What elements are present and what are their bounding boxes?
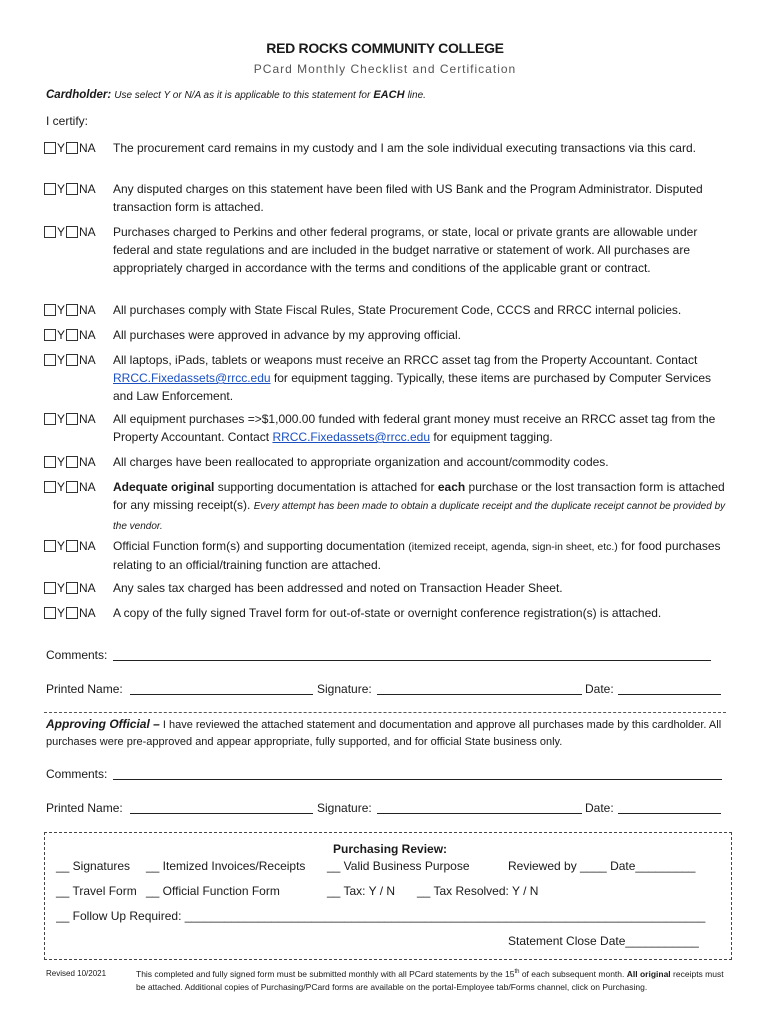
- yes-label: Y: [57, 141, 66, 155]
- na-label: NA: [79, 581, 96, 595]
- na-label: NA: [79, 412, 96, 426]
- instructions-text: Use select Y or N/A as it is applicable to this statement for: [114, 90, 371, 101]
- item-text: All purchases comply with State Fiscal Rules, State Procurement Code, CCCS and RRCC internal policies.: [113, 303, 682, 317]
- instructions-text-end: line.: [407, 90, 426, 101]
- checklist-item: [44, 453, 734, 471]
- approving-official-text: I have reviewed the attached statement and documentation and approve all purchases made by this cardholder. All purchases were pre-approved and appear appropriate, fully supported, and for official State business only.: [46, 719, 722, 748]
- approving-official-label: Approving Official –: [46, 717, 160, 731]
- na-label: NA: [79, 353, 96, 367]
- review-statement-close-date: Statement Close Date___________: [508, 934, 699, 948]
- yes-checkbox[interactable]: [44, 226, 56, 238]
- approver-date-label: Date:: [585, 801, 614, 815]
- na-checkbox[interactable]: [66, 413, 78, 425]
- comments-label: Comments:: [46, 648, 108, 662]
- checklist-item: [44, 301, 734, 319]
- yes-checkbox[interactable]: [44, 354, 56, 366]
- checklist-item: [44, 180, 734, 216]
- yes-checkbox[interactable]: [44, 183, 56, 195]
- cardholder-label: Cardholder:: [46, 89, 112, 101]
- review-signatures: __ Signatures: [56, 859, 131, 873]
- yes-checkbox[interactable]: [44, 582, 56, 594]
- yes-label: Y: [57, 328, 66, 342]
- item-text: Any sales tax charged has been addressed and noted on Transaction Header Sheet.: [113, 581, 563, 595]
- yes-label: Y: [57, 606, 66, 620]
- na-checkbox[interactable]: [66, 304, 78, 316]
- yes-label: Y: [57, 303, 66, 317]
- approver-comments-label: Comments:: [46, 767, 108, 781]
- review-itemized-invoices: __ Itemized Invoices/Receipts: [146, 859, 306, 873]
- checklist-item: [44, 579, 734, 597]
- review-official-function-form: __ Official Function Form: [146, 884, 280, 898]
- na-label: NA: [79, 303, 96, 317]
- item-text: All equipment purchases =>$1,000.00 funded with federal grant money must receive an RRCC asset tag from the Property Accountant. Contact RRCC.Fixedassets@rrcc.edu for equipment tagging.: [113, 412, 716, 444]
- item-text: The procurement card remains in my custody and I am the sole individual executing transactions via this card.: [113, 141, 696, 155]
- checklist-item: [44, 410, 734, 446]
- yes-label: Y: [57, 182, 66, 196]
- submission-note: This completed and fully signed form must be submitted monthly with all PCard statements by the 15th of each subsequent month. All original receipts must be attached. Additional copies of Purchasing/PCard forms are available on the portal-Employee tab/Forms channel, click on Purchasing.: [136, 968, 724, 992]
- na-label: NA: [79, 606, 96, 620]
- na-label: NA: [79, 182, 96, 196]
- yes-checkbox[interactable]: [44, 413, 56, 425]
- yes-label: Y: [57, 455, 66, 469]
- comments-field[interactable]: [113, 660, 711, 661]
- na-label: NA: [79, 225, 96, 239]
- na-checkbox[interactable]: [66, 456, 78, 468]
- yes-checkbox[interactable]: [44, 540, 56, 552]
- date-field[interactable]: [618, 694, 721, 695]
- purchasing-review-title: Purchasing Review:: [333, 842, 448, 856]
- item-text: All laptops, iPads, tablets or weapons must receive an RRCC asset tag from the Property Accountant. Contact RRCC.Fixedassets@rrcc.edu for equipment tagging. Typically, these items are purchased by Computer Services and Law Enforcement.: [113, 353, 712, 403]
- checklist-item: [44, 604, 734, 622]
- item-text: Adequate original supporting documentation is attached for each purchase or the lost transaction form is attached for any missing receipt(s). Every attempt has been made to obtain a duplicate receipt and the duplicate receipt cannot be provided by the vendor.: [113, 480, 726, 532]
- yes-checkbox[interactable]: [44, 142, 56, 154]
- revision-date: Revised 10/2021: [46, 969, 107, 978]
- review-reviewed-by: Reviewed by ____ Date_________: [508, 859, 696, 873]
- na-label: NA: [79, 539, 96, 553]
- yes-checkbox[interactable]: [44, 456, 56, 468]
- printed-name-label: Printed Name:: [46, 682, 123, 696]
- na-label: NA: [79, 455, 96, 469]
- approving-official-statement: [46, 716, 726, 751]
- review-follow-up-required: __ Follow Up Required: ______________________________________________________________________________: [56, 909, 706, 923]
- na-checkbox[interactable]: [66, 354, 78, 366]
- item-text: Official Function form(s) and supporting documentation (itemized receipt, agenda, sign-in sheet, etc.) for food purchases relating to an official/training function are attached.: [113, 539, 721, 572]
- na-label: NA: [79, 480, 96, 494]
- section-divider: [44, 712, 726, 713]
- yes-label: Y: [57, 225, 66, 239]
- na-label: NA: [79, 328, 96, 342]
- yes-label: Y: [57, 353, 66, 367]
- item-text: All purchases were approved in advance by my approving official.: [113, 328, 461, 342]
- page-subtitle: PCard Monthly Checklist and Certification: [253, 62, 517, 76]
- yes-checkbox[interactable]: [44, 329, 56, 341]
- na-checkbox[interactable]: [66, 226, 78, 238]
- item-text: All charges have been reallocated to appropriate organization and account/commodity codes.: [113, 455, 609, 469]
- yes-label: Y: [57, 480, 66, 494]
- review-tax: __ Tax: Y / N: [327, 884, 396, 898]
- checklist-item: [44, 223, 734, 277]
- approver-date-field[interactable]: [618, 813, 721, 814]
- certify-label: I certify:: [46, 114, 89, 128]
- cardholder-instructions: [46, 89, 426, 101]
- na-checkbox[interactable]: [66, 329, 78, 341]
- item-text: A copy of the fully signed Travel form for out-of-state or overnight conference registration(s) is attached.: [113, 606, 662, 620]
- item-text: Purchases charged to Perkins and other federal programs, or state, local or private grants are allowable under federal and state regulations and are included in the budget narrative or statement of work. All purchases are appropriately charged in accordance with the terms and conditions of the applicable grant or contract.: [113, 225, 698, 275]
- approver-printed-name-field[interactable]: [130, 813, 313, 814]
- approver-comments-field[interactable]: [113, 779, 722, 780]
- yes-checkbox[interactable]: [44, 481, 56, 493]
- review-tax-resolved: __ Tax Resolved: Y / N: [417, 884, 539, 898]
- yes-label: Y: [57, 581, 66, 595]
- date-label: Date:: [585, 682, 614, 696]
- yes-checkbox[interactable]: [44, 607, 56, 619]
- fixed-assets-email-link[interactable]: RRCC.Fixedassets@rrcc.edu: [113, 371, 271, 385]
- item-text: Any disputed charges on this statement have been filed with US Bank and the Program Administrator. Disputed transaction form is attached.: [113, 182, 703, 214]
- yes-checkbox[interactable]: [44, 304, 56, 316]
- approver-printed-name-label: Printed Name:: [46, 801, 123, 815]
- na-label: NA: [79, 141, 96, 155]
- signature-field[interactable]: [377, 694, 582, 695]
- yes-label: Y: [57, 412, 66, 426]
- na-checkbox[interactable]: [66, 481, 78, 493]
- page-title: RED ROCKS COMMUNITY COLLEGE: [266, 40, 504, 56]
- na-checkbox[interactable]: [66, 607, 78, 619]
- review-travel-form: __ Travel Form: [56, 884, 137, 898]
- review-valid-business-purpose: __ Valid Business Purpose: [327, 859, 470, 873]
- fixed-assets-email-link[interactable]: RRCC.Fixedassets@rrcc.edu: [272, 430, 430, 444]
- instructions-emphasis: EACH: [373, 89, 405, 101]
- approver-signature-label: Signature:: [317, 801, 372, 815]
- checklist-item: [44, 139, 734, 157]
- na-checkbox[interactable]: [66, 540, 78, 552]
- yes-label: Y: [57, 539, 66, 553]
- na-checkbox[interactable]: [66, 582, 78, 594]
- na-checkbox[interactable]: [66, 183, 78, 195]
- approver-signature-field[interactable]: [377, 813, 582, 814]
- checklist-item: [44, 537, 734, 574]
- na-checkbox[interactable]: [66, 142, 78, 154]
- signature-label: Signature:: [317, 682, 372, 696]
- printed-name-field[interactable]: [130, 694, 313, 695]
- checklist-item: [44, 478, 734, 536]
- checklist-item: [44, 326, 734, 344]
- checklist-item: [44, 351, 734, 405]
